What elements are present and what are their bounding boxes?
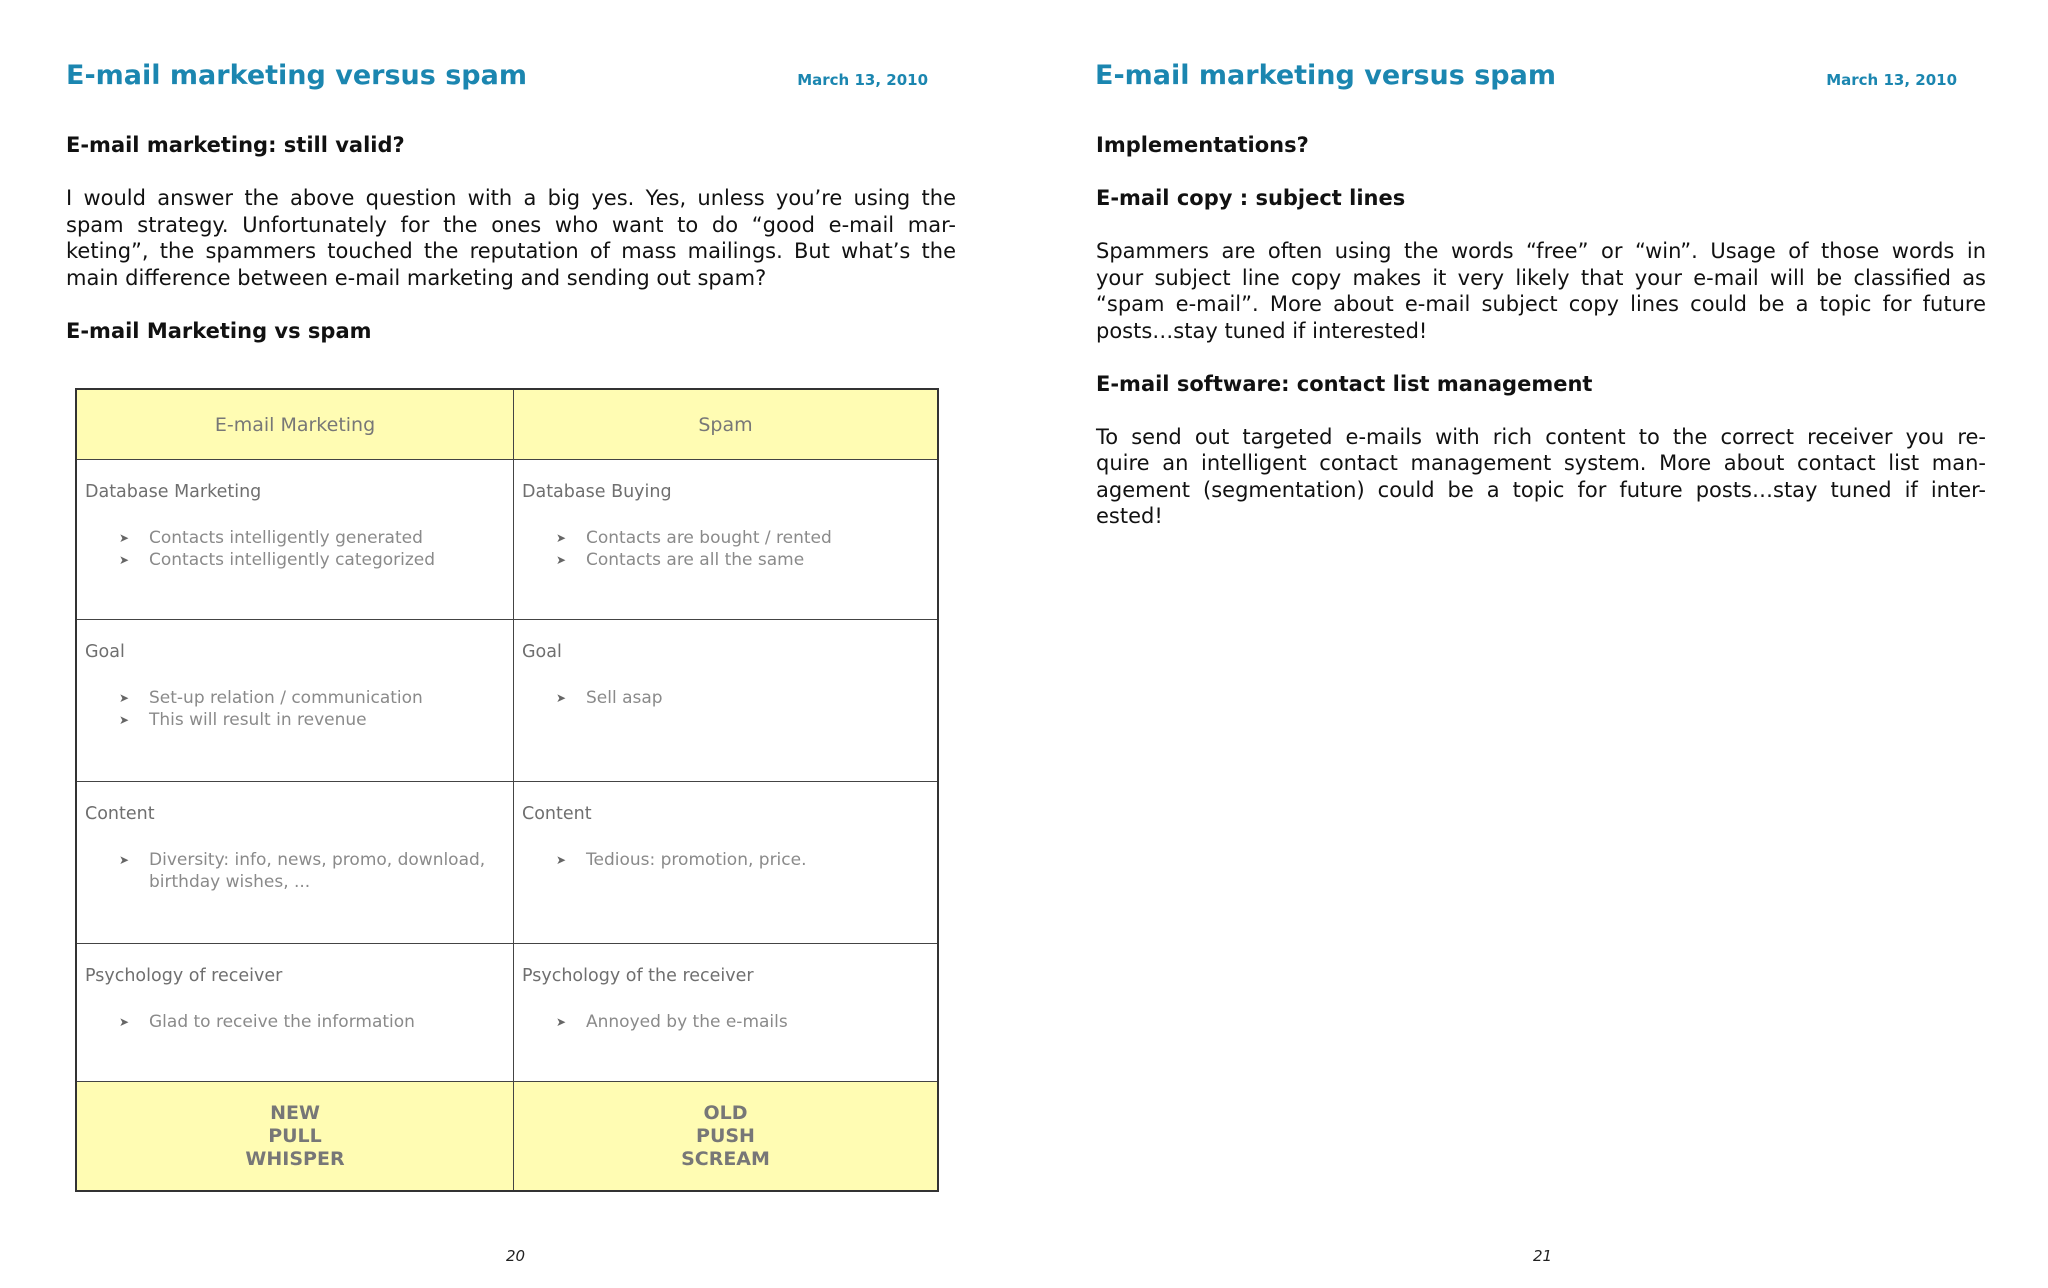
- page-number: 21: [1533, 1247, 1553, 1265]
- paragraph-line: quire an intelligent contact management system. More about contact list man-: [1096, 451, 1986, 475]
- section-heading: Implementations?: [1096, 133, 1309, 157]
- arrow-bullet-icon: ➤: [556, 553, 567, 567]
- arrow-bullet-icon: ➤: [119, 853, 130, 867]
- paragraph-line: spam strategy. Unfortunately for the ones who want to do “good e-mail mar-: [66, 212, 956, 237]
- cell-heading: Psychology of the receiver: [522, 966, 754, 986]
- paragraph-line: keting”, the spammers touched the reputation of mass mailings. But what’s the: [66, 239, 956, 263]
- paragraph-line: ested!: [1096, 504, 1163, 528]
- section-heading: E-mail software: contact list management: [1096, 371, 1593, 396]
- paragraph-line: I would answer the above question with a big yes. Yes, unless you’re using the: [66, 186, 956, 210]
- footer-word: WHISPER: [245, 1147, 345, 1170]
- arrow-bullet-icon: ➤: [556, 853, 567, 867]
- arrow-bullet-icon: ➤: [556, 531, 567, 545]
- page-number: 20: [506, 1247, 526, 1265]
- paragraph-line: agement (segmentation) could be a topic for future posts…stay tuned if inter-: [1096, 477, 1986, 502]
- page-content: [1096, 132, 1986, 556]
- document-date: March 13, 2010: [797, 71, 928, 89]
- arrow-bullet-icon: ➤: [556, 1015, 567, 1029]
- section-heading: E-mail Marketing vs spam: [66, 318, 372, 343]
- list-item-text: Diversity: info, news, promo, download, birthday wishes, ...: [149, 850, 486, 892]
- cell-heading: Goal: [522, 642, 562, 662]
- cell-heading: Database Marketing: [85, 482, 262, 502]
- list-item-text: Annoyed by the e-mails: [586, 1012, 788, 1032]
- list-item-text: Contacts intelligently categorized: [149, 550, 436, 570]
- paragraph-line: To send out targeted e-mails with rich content to the correct receiver you re-: [1096, 424, 1986, 449]
- cell-heading: Content: [522, 804, 592, 824]
- table-header-cell: Spam: [698, 413, 753, 436]
- footer-word: PUSH: [696, 1124, 755, 1147]
- list-item-text: Tedious: promotion, price.: [586, 850, 807, 870]
- arrow-bullet-icon: ➤: [119, 713, 130, 727]
- footer-word: NEW: [270, 1101, 320, 1124]
- list-item-text: Contacts intelligently generated: [149, 528, 423, 548]
- section-heading: E-mail copy : subject lines: [1096, 186, 1406, 210]
- cell-heading: Content: [85, 804, 155, 824]
- arrow-bullet-icon: ➤: [119, 691, 130, 705]
- cell-heading: Psychology of receiver: [85, 966, 283, 986]
- arrow-bullet-icon: ➤: [119, 553, 130, 567]
- list-item-text: Contacts are all the same: [586, 550, 805, 570]
- arrow-bullet-icon: ➤: [556, 691, 567, 705]
- footer-word: SCREAM: [681, 1147, 770, 1170]
- page-header: [1095, 56, 1957, 96]
- footer-word: PULL: [268, 1124, 322, 1147]
- list-item-text: This will result in revenue: [149, 710, 367, 730]
- document-date: March 13, 2010: [1826, 71, 1957, 89]
- table-header-cell: E-mail Marketing: [77, 390, 514, 459]
- cell-heading: Database Buying: [522, 482, 672, 502]
- list-item-text: Sell asap: [586, 688, 663, 708]
- section-heading: E-mail marketing: still valid?: [66, 133, 405, 157]
- paragraph-line: Spammers are often using the words “free” or “win”. Usage of those words in: [1096, 239, 1986, 263]
- arrow-bullet-icon: ➤: [119, 531, 130, 545]
- list-item-text: Set-up relation / communication: [149, 688, 423, 708]
- list-item-text: Glad to receive the information: [149, 1012, 415, 1032]
- footer-word: OLD: [703, 1101, 748, 1124]
- cell-heading: Goal: [85, 642, 125, 662]
- paragraph: [1096, 238, 1986, 344]
- paragraph: [1096, 424, 1986, 530]
- arrow-bullet-icon: ➤: [119, 1015, 130, 1029]
- list-item-text: Contacts are bought / rented: [586, 528, 832, 548]
- paragraph-line: main difference between e-mail marketing and sending out spam?: [66, 265, 767, 290]
- document-title: E-mail marketing versus spam: [66, 60, 527, 91]
- paragraph-line: posts…stay tuned if interested!: [1096, 318, 1428, 343]
- paragraph-line: “spam e-mail”. More about e-mail subject copy lines could be a topic for future: [1096, 292, 1986, 316]
- paragraph-line: your subject line copy makes it very likely that your e-mail will be classified as: [1096, 265, 1986, 290]
- document-title: E-mail marketing versus spam: [1095, 60, 1556, 91]
